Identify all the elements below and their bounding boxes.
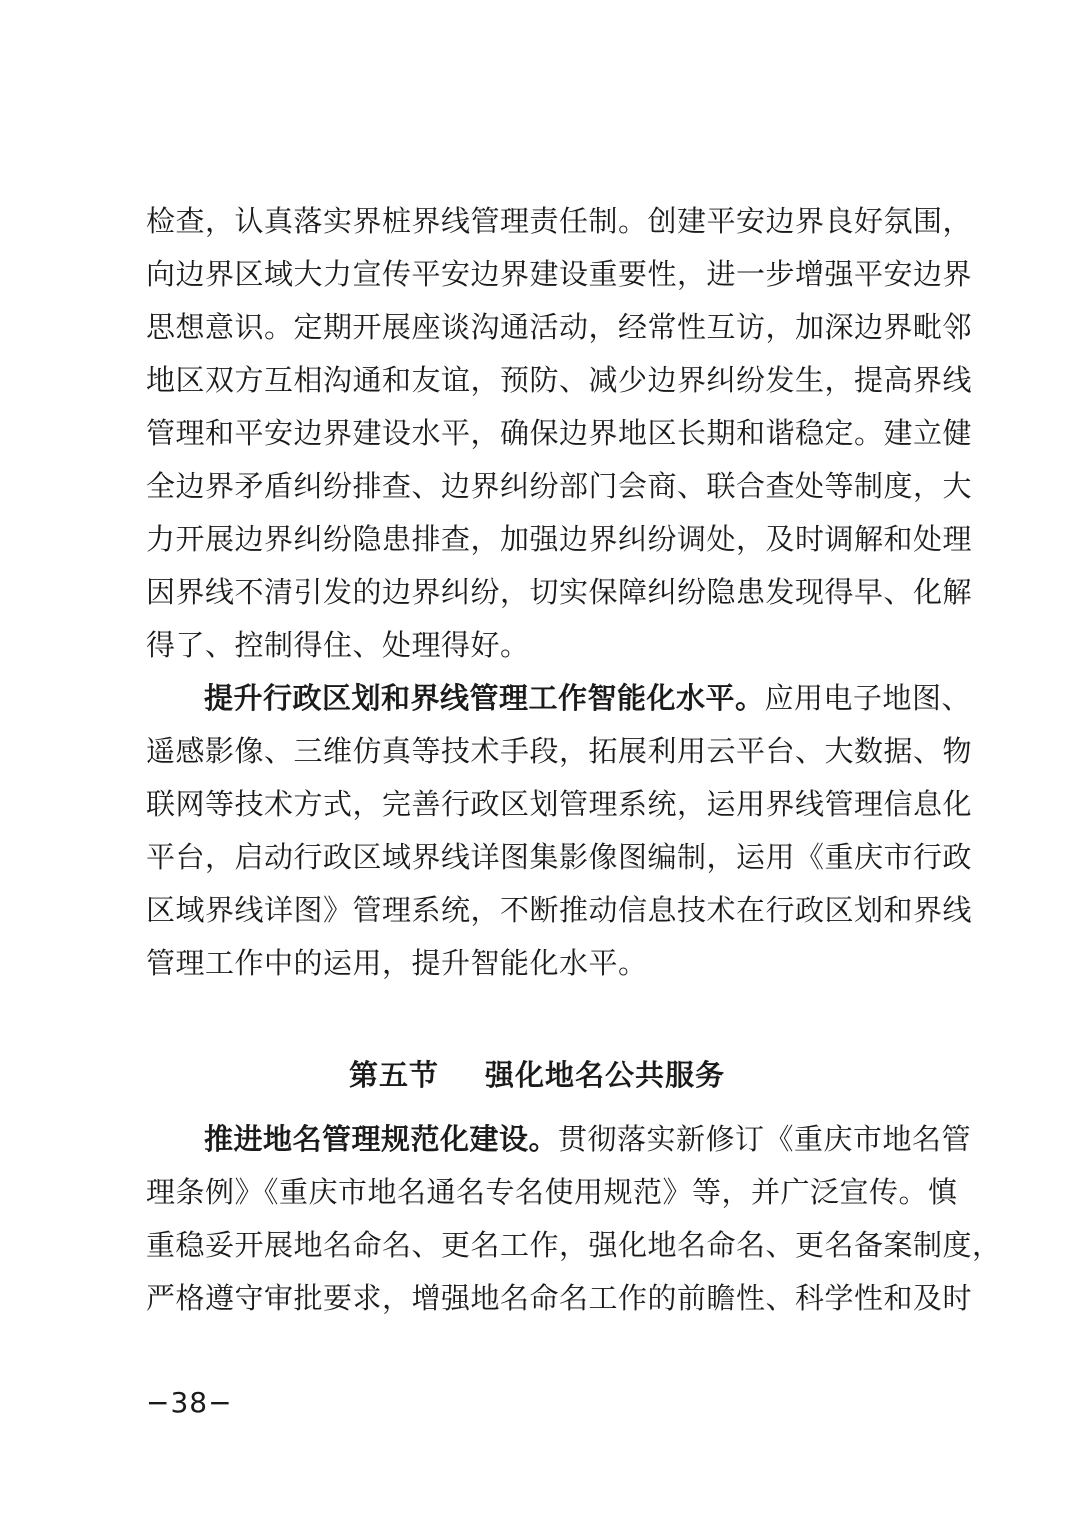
- body-text-line: 平台，启动行政区域界线详图集影像图编制，运用《重庆市行政: [146, 840, 973, 874]
- body-text-line: 联网等技术方式，完善行政区划管理系统，运用界线管理信息化: [146, 787, 973, 821]
- paragraph-lead-heading: 推进地名管理规范化建设。: [204, 1122, 559, 1156]
- body-text-line: 管理工作中的运用，提升智能化水平。: [146, 946, 648, 980]
- body-text-line: 区域界线详图》管理系统，不断推动信息技术在行政区划和界线: [146, 893, 973, 927]
- paragraph-first-line: [204, 1116, 972, 1162]
- body-text-line: 全边界矛盾纠纷排查、边界纠纷部门会商、联合查处等制度，大: [146, 469, 973, 503]
- paragraph-first-line: [204, 675, 972, 721]
- body-text-line: 向边界区域大力宣传平安边界建设重要性，进一步增强平安边界: [146, 257, 973, 291]
- body-text-line: 力开展边界纠纷隐患排查，加强边界纠纷调处，及时调解和处理: [146, 522, 973, 556]
- body-text-line: 思想意识。定期开展座谈沟通活动，经常性互访，加深边界毗邻: [146, 310, 973, 344]
- body-text-line: 地区双方互相沟通和友谊，预防、减少边界纠纷发生，提高界线: [146, 363, 973, 397]
- paragraph-text: 应用电子地图、: [764, 681, 972, 715]
- section-number: 第五节: [348, 1058, 439, 1092]
- body-text-line: 理条例》《重庆市地名通名专名使用规范》等，并广泛宣传。慎: [146, 1175, 958, 1209]
- body-text-line: 因界线不清引发的边界纠纷，切实保障纠纷隐患发现得早、化解: [146, 575, 973, 609]
- section-title: 强化地名公共服务: [485, 1058, 726, 1092]
- body-text-line: 检查，认真落实界桩界线管理责任制。创建平安边界良好氛围，: [146, 204, 973, 238]
- body-text-line: 管理和平安边界建设水平，确保边界地区长期和谐稳定。建立健: [146, 416, 973, 450]
- body-text-line: 得了、控制得住、处理得好。: [146, 628, 530, 662]
- body-text-line: 重稳妥开展地名命名、更名工作，强化地名命名、更名备案制度，: [146, 1228, 1002, 1262]
- page-number: −38−: [146, 1386, 233, 1419]
- section-heading: [0, 1052, 1074, 1098]
- paragraph-lead-heading: 提升行政区划和界线管理工作智能化水平。: [204, 681, 765, 715]
- body-text-line: 严格遵守审批要求，增强地名命名工作的前瞻性、科学性和及时: [146, 1281, 973, 1315]
- paragraph-text: 贯彻落实新修订《重庆市地名管: [558, 1122, 972, 1156]
- body-text-line: 遥感影像、三维仿真等技术手段，拓展利用云平台、大数据、物: [146, 734, 973, 768]
